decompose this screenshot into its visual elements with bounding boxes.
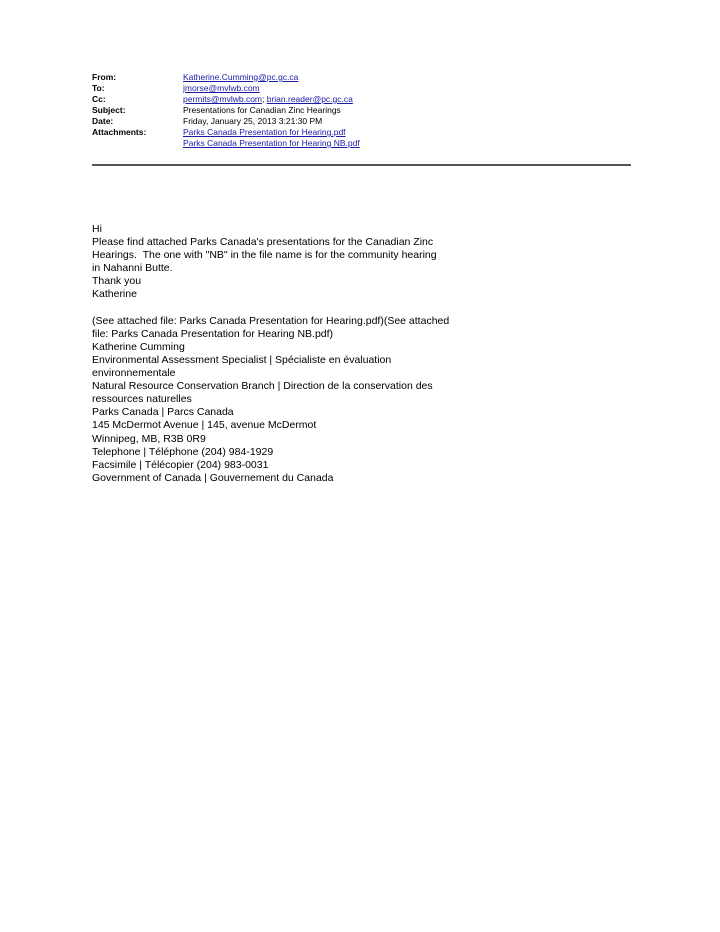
message-line: Environmental Assessment Specialist | Spécialiste en évaluation (92, 353, 392, 366)
attachment-link-1[interactable]: Parks Canada Presentation for Hearing.pdf (183, 127, 346, 137)
message-line: Hi (92, 223, 102, 235)
message-line: Parks Canada | Parcs Canada (92, 406, 234, 419)
attachment-link-2[interactable]: Parks Canada Presentation for Hearing NB.pdf (183, 138, 360, 148)
message-line: Thank you (92, 275, 142, 288)
message-line: Katherine Cumming (92, 340, 185, 353)
subject-value: Presentations for Canadian Zinc Hearings (183, 105, 341, 115)
message-line: Winnipeg, MB, R3B 0R9 (92, 432, 206, 445)
message-line: 145 McDermot Avenue | 145, avenue McDermot (92, 419, 317, 432)
message-body (92, 223, 512, 485)
from-label: From: (92, 72, 117, 82)
cc-separator: ; (262, 94, 267, 104)
message-line: in Nahanni Butte. (92, 262, 173, 275)
message-line: (See attached file: Parks Canada Presentation for Hearing.pdf)(See attached (92, 314, 450, 327)
to-label: To: (92, 83, 105, 93)
cc-email-link-2[interactable]: brian.reader@pc.gc.ca (266, 94, 353, 104)
message-line: Hearings. The one with "NB" in the file name is for the community hearing (92, 249, 437, 262)
date-value: Friday, January 25, 2013 3:21:30 PM (183, 116, 323, 126)
to-row (92, 83, 632, 94)
message-line: ressources naturelles (92, 393, 192, 406)
message-line: environnementale (92, 367, 176, 380)
date-label: Date: (92, 116, 114, 126)
cc-email-link-1[interactable]: permits@mvlwb.com (183, 94, 262, 104)
message-line: Telephone | Téléphone (204) 984-1929 (92, 445, 274, 458)
attachments-row (92, 127, 632, 149)
from-row (92, 72, 632, 83)
to-email-link[interactable]: jmorse@mvlwb.com (183, 83, 260, 93)
subject-row (92, 105, 632, 116)
message-line: Please find attached Parks Canada's presentations for the Canadian Zinc (92, 236, 434, 249)
message-line: Facsimile | Télécopier (204) 983-0031 (92, 458, 269, 471)
attachments-label: Attachments: (92, 127, 147, 137)
message-line: Government of Canada | Gouvernement du Canada (92, 471, 334, 484)
message-line: Natural Resource Conservation Branch | Direction de la conservation des (92, 380, 433, 393)
message-line: file: Parks Canada Presentation for Hearing NB.pdf) (92, 327, 334, 340)
header-divider (92, 164, 631, 166)
message-line: Katherine (92, 288, 137, 301)
cc-row (92, 94, 632, 105)
date-row (92, 116, 632, 127)
message-line (92, 302, 512, 315)
from-email-link[interactable]: Katherine.Cumming@pc.gc.ca (183, 72, 299, 82)
cc-label: Cc: (92, 94, 106, 104)
email-header (92, 72, 632, 149)
subject-label: Subject: (92, 105, 126, 115)
